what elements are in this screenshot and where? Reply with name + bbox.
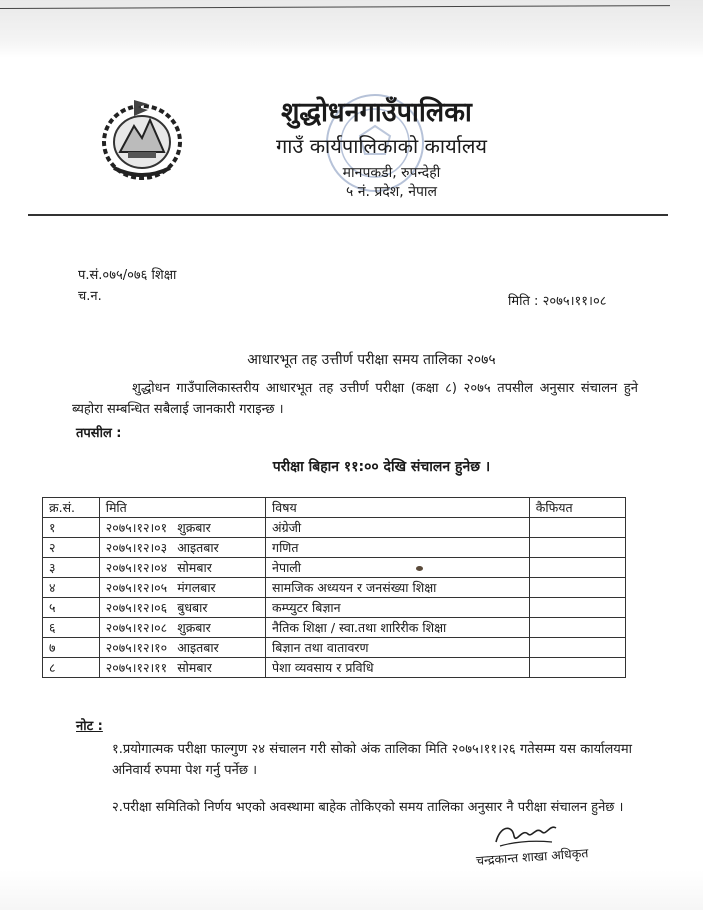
row-day: सोमबार: [177, 560, 212, 575]
row-remark: [529, 658, 625, 678]
row-date-value: २०७५।१२।०१: [105, 520, 168, 535]
table-row: [43, 518, 626, 538]
exam-time-line: परीक्षा बिहान ११:०० देखि संचालन हुनेछ ।: [272, 459, 491, 475]
table-row: [43, 558, 626, 578]
office-province: ५ नं. प्रदेश, नेपाल: [345, 184, 438, 200]
table-row: [43, 578, 626, 598]
row-day: शुक्रबार: [177, 620, 211, 635]
office-location: मानपकडी, रुपन्देही: [342, 165, 441, 181]
municipality-name: शुद्धोधनगाउँपालिका: [281, 97, 472, 128]
row-remark: [529, 558, 625, 578]
row-day: मंगलबार: [177, 580, 216, 595]
row-remark: [529, 518, 625, 538]
row-subject: अंग्रेजी: [266, 518, 530, 538]
row-serial: ५: [43, 598, 100, 618]
row-serial: ८: [43, 658, 100, 678]
notice-title: आधारभूत तह उत्तीर्ण परीक्षा समय तालिका २०७५: [247, 352, 496, 368]
note-item-2: २.परीक्षा समितिको निर्णय भएको अवस्थामा बाहेक तोकिएको समय तालिका अनुसार नै परीक्षा संचालन हुनेछ ।: [112, 800, 624, 815]
table-row: [43, 538, 626, 558]
row-date: [99, 598, 265, 618]
tapsil-label: तपसील :: [76, 426, 122, 441]
row-date: [99, 578, 265, 598]
row-subject: पेशा व्यवसाय र प्रविधि: [266, 658, 530, 678]
row-date-value: २०७५।१२।०४: [105, 560, 168, 575]
scan-bottom-shadow: [0, 870, 703, 910]
row-date: [99, 618, 265, 638]
row-serial: २: [43, 538, 100, 558]
row-remark: [529, 618, 625, 638]
row-serial: ३: [43, 558, 100, 578]
reference-number: प.सं.०७५/०७६ शिक्षा: [78, 268, 177, 283]
row-remark: [529, 598, 625, 618]
row-date: [99, 518, 265, 538]
header-date: मिति: [99, 498, 265, 518]
scan-top-shadow: [0, 0, 703, 58]
row-serial: ६: [43, 618, 100, 638]
table-header-row: [43, 498, 626, 518]
row-date-value: २०७५।१२।१०: [105, 640, 168, 655]
row-date: [99, 638, 265, 658]
row-serial: ७: [43, 638, 100, 658]
row-date-value: २०७५।१२।०३: [105, 540, 168, 555]
row-date-value: २०७५।१२।११: [105, 660, 168, 675]
exam-schedule-table: [42, 497, 626, 678]
row-subject: कम्प्युटर बिज्ञान: [266, 598, 530, 618]
dispatch-number: च.न.: [78, 289, 102, 304]
signatory-name: चन्द्रकान्त शाखा अधिकृत: [475, 845, 589, 868]
header-remarks: कैफियत: [529, 498, 625, 518]
row-subject: सामजिक अध्ययन र जनसंख्या शिक्षा: [266, 578, 530, 598]
office-name: गाउँ कार्यपालिकाको कार्यालय: [275, 134, 488, 158]
row-serial: १: [43, 518, 100, 538]
header-subject: विषय: [266, 498, 530, 518]
row-subject: नेपाली: [266, 558, 530, 578]
scan-speck: [416, 566, 423, 571]
header-divider: [28, 214, 668, 216]
row-subject: गणित: [266, 538, 530, 558]
table-row: [43, 618, 626, 638]
row-day: सोमबार: [177, 660, 212, 675]
row-day: आइतबार: [177, 540, 219, 555]
row-remark: [529, 578, 625, 598]
row-day: शुक्रबार: [177, 520, 211, 535]
row-subject: नैतिक शिक्षा / स्वा.तथा शारिरीक शिक्षा: [266, 618, 530, 638]
row-subject: बिज्ञान तथा वातावरण: [266, 638, 530, 658]
row-remark: [529, 538, 625, 558]
table-row: [43, 638, 626, 658]
notice-paragraph: शुद्धोधन गाउँपालिकास्तरीय आधारभूत तह उत्तीर्ण परीक्षा (कक्षा ८) २०७५ तपसील अनुसार संचालन हुने ब्यहोरा सम्बन्धित सबैलाई जानकारी गराइन्छ ।: [72, 381, 638, 417]
row-date-value: २०७५।१२।०५: [105, 580, 168, 595]
row-day: बुधबार: [177, 600, 208, 615]
row-day: आइतबार: [177, 640, 219, 655]
note-item-1: १.प्रयोगात्मक परीक्षा फाल्गुण २४ संचालन गरी सोको अंक तालिका मिति २०७५।११।२६ गतेसम्म यस कार्यालयमा अनिवार्य रुपमा पेश गर्नु पर्नेछ ।: [112, 742, 632, 778]
header-serial: क्र.सं.: [43, 498, 100, 518]
row-remark: [529, 638, 625, 658]
notes-heading: नोट :: [76, 719, 103, 734]
letter-date: मिति : २०७५।११।०८: [508, 294, 607, 309]
row-date: [99, 538, 265, 558]
row-serial: ४: [43, 578, 100, 598]
row-date: [99, 558, 265, 578]
row-date: [99, 658, 265, 678]
table-row: [43, 658, 626, 678]
row-date-value: २०७५।१२।०६: [105, 600, 168, 615]
row-date-value: २०७५।१२।०८: [105, 620, 168, 635]
table-row: [43, 598, 626, 618]
